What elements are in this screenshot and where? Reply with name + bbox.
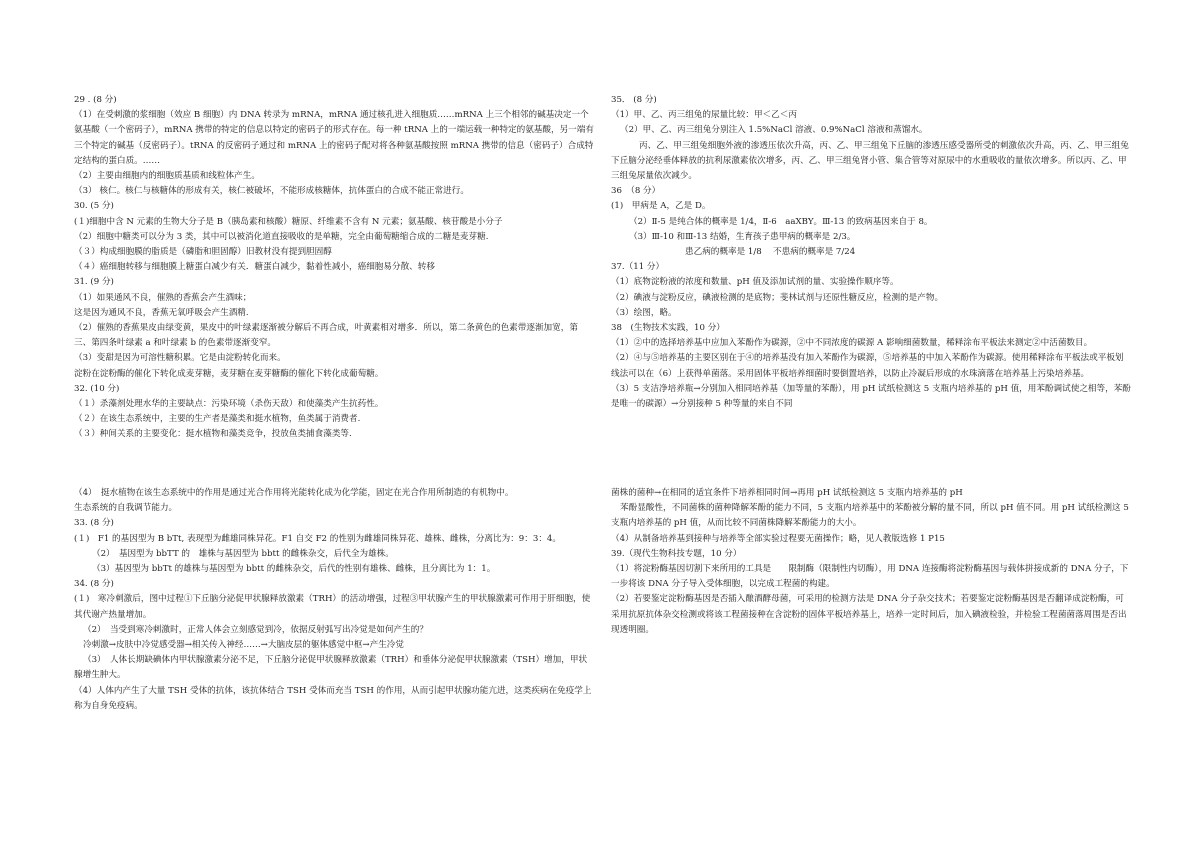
q32-part5: 生态系统的自我调节能力。 xyxy=(74,503,178,514)
q32-part3: （３）种间关系的主要变化：挺水植物和藻类竞争，投放鱼类捕食藻类等. xyxy=(74,429,352,440)
q38-part1: （1）②中的选择培养基中应加入苯酚作为碳源，②中不同浓度的碳源 A 影响细菌数量，稀释涂布平板法来测定②中活菌数目。 xyxy=(611,338,1093,349)
q31-part2: （2）催熟的香蕉果皮由绿变黄，果皮中的叶绿素逐渐被分解后不再合成，叶黄素相对增多．所以，第二条黄色的色素带逐渐加宽，第三、第四条叶绿素 a 和叶绿素 b 的色素带逐渐变窄。 xyxy=(74,323,578,349)
q32-heading: 32. (10 分) xyxy=(74,383,120,394)
q32-part1: （１）杀藻剂处理水华的主要缺点：污染环境（杀伤天敌）和使藻类产生抗药性。 xyxy=(74,399,384,410)
q38-part4: （4）从制备培养基到接种与培养等全部实验过程要无菌操作；略，见人教版选修 1 P15 xyxy=(611,533,945,544)
q33-part3: （3）基因型为 bbTt 的雄株与基因型为 bbtt 的雌株杂交，后代的性别有雄株、雌株，且分离比为 1：1。 xyxy=(92,564,496,575)
answers-29-32 xyxy=(74,93,594,443)
q38-part2: （2）④与⑤培养基的主要区别在于④的培养基没有加入苯酚作为碳源，⑤培养基的中加入苯酚作为碳源。使用稀释涂布平板法或平板划线法可以在（6）上获得单菌落。采用固体平板培养细菌时要倒置培养，以防止冷凝后形成的水珠滴落在培养基上污染培养基。 xyxy=(611,353,1124,379)
q29-part3: （3） 核仁。核仁与核糖体的形成有关，核仁被破坏，不能形成核糖体，抗体蛋白的合成不能正常进行。 xyxy=(74,186,469,197)
q39-part2: （2）若要鉴定淀粉酶基因是否插入酿酒酵母菌，可采用的检测方法是 DNA 分子杂交技术；若要鉴定淀粉酶基因是否翻译成淀粉酶，可采用抗原抗体杂交检测或将该工程菌接种在含淀粉的固体平板培养基上，培养一定时间后，加入碘液检验，并检验工程菌菌落周围是否出现透明圈。 xyxy=(611,594,1127,635)
q36-part3-more: 患乙病的概率是 1/8 不患病的概率是 7/24 xyxy=(685,247,856,258)
q32-part4: （4） 挺水植物在该生态系统中的作用是通过光合作用将光能转化成为化学能，固定在光合作用所制造的有机物中。 xyxy=(74,488,514,498)
q34-heading: 34. (8 分) xyxy=(74,579,114,590)
q35-part1: （1）甲、乙、丙三组兔的尿量比较：甲＜乙＜丙 xyxy=(611,110,797,121)
q35-part2: （2）甲、乙、丙三组兔分别注入 1.5%NaCl 溶液、0.9%NaCl 溶液和蒸馏水。 xyxy=(620,125,928,136)
q30-part2: （2）细胞中糖类可以分为 3 类，其中可以被消化道直接吸收的是单糖，完全由葡萄糖缩合成的二糖是麦芽糖. xyxy=(74,231,489,242)
answers-35-38 xyxy=(611,93,1131,412)
q30-heading: 30. (5 分) xyxy=(74,201,114,212)
answers-38-39 xyxy=(611,486,1131,638)
q35-part2-explain: 丙、乙、甲三组兔细胞外液的渗透压依次升高，丙、乙、甲三组兔下丘脑的渗透压感受器所受的刺激依次升高，丙、乙、甲三组兔下丘脑分泌经垂体释放的抗利尿激素依次增多，丙、乙、甲三组兔肾小管、集合管等对原尿中的水重吸收的量依次增多。所以丙、乙、甲三组兔尿量依次减少。 xyxy=(611,140,1129,182)
q33-part2: （2） 基因型为 bbTT 的 雄株与基因型为 bbtt 的雌株杂交，后代全为雄株。 xyxy=(92,548,394,559)
q31-part3-explain: 淀粉在淀粉酶的催化下转化成麦芽糖，麦芽糖在麦芽糖酶的催化下转化成葡萄糖。 xyxy=(74,368,384,379)
q36-part3: （3）Ⅲ-10 和Ⅲ-13 结婚，生育孩子患甲病的概率是 2/3。 xyxy=(629,231,856,242)
q34-part2-answer: 冷刺激→皮肤中冷觉感受器→相关传入神经……→大脑皮层的躯体感觉中枢→产生冷觉 xyxy=(83,640,404,651)
q37-part2: （2）碘液与淀粉反应，碘液检测的是底物；斐林试剂与还原性糖反应，检测的是产物。 xyxy=(611,292,944,303)
answers-32-34 xyxy=(74,486,594,714)
q38-part3: （3）5 支洁净培养瓶→分别加入相同培养基（加等量的苯酚），用 pH 试纸检测这 5 支瓶内培养基的 pH 值，用苯酚调试使之相等，苯酚是唯一的碳源）→分别接种 5 种等量的来自不同 xyxy=(611,383,1131,410)
q37-heading: 37.（11 分） xyxy=(611,262,665,273)
q37-part3: （3）绘图，略。 xyxy=(611,307,677,318)
q34-part2: （2） 当受到寒冷刺激时，正常人体会立刻感觉到冷，依据反射弧写出冷觉是如何产生的？ xyxy=(83,624,428,635)
q30-part4: （４）癌细胞转移与细胞膜上糖蛋白减少有关．糖蛋白减少，黏着性减小，癌细胞易分散、转移 xyxy=(74,262,435,273)
q38-part3-explain: 苯酚显酸性，不同菌株的菌种降解苯酚的能力不同，5 支瓶内培养基中的苯酚被分解的量不同，所以 pH 值不同。用 pH 试纸检测这 5 支瓶内培养基的 pH 值，从而比较不同菌株降解苯酚能力的大小。 xyxy=(611,503,1129,529)
q39-part1: （1）将淀粉酶基因切割下来所用的工具是 限制酶（限制性内切酶），用 DNA 连接酶将淀粉酶基因与载体拼接成新的 DNA 分子，下一步将该 DNA 分子导入受体细胞，以完成工程菌的构建。 xyxy=(611,564,1129,590)
q30-part1: (１)细胞中含 N 元素的生物大分子是 B（胰岛素和核酸）糖原、纤维素不含有 N 元素；氨基酸、核苷酸是小分子 xyxy=(74,216,503,227)
q33-heading: 33. (8 分) xyxy=(74,518,114,529)
q31-heading: 31. (9 分) xyxy=(74,277,114,288)
q34-part3: （3） 人体长期缺碘体内甲状腺激素分泌不足，下丘脑分泌促甲状腺释放激素（TRH）和垂体分泌促甲状腺激素（TSH）增加，甲状腺增生肿大。 xyxy=(74,655,588,681)
q33-part1: (１) F1 的基因型为 B bTt, 表现型为雌雄同株异花。F1 自交 F2 的性别为雌雄同株异花、雄株、雌株，分离比为：9：3：4。 xyxy=(74,533,561,544)
q36-heading: 36 （8 分） xyxy=(611,186,661,197)
q38-part3-cont: 菌株的菌种→在相同的适宜条件下培养相同时间→再用 pH 试纸检测这 5 支瓶内培养基的 pH xyxy=(611,488,963,498)
q39-heading: 39.（现代生物科技专题，10 分） xyxy=(611,548,742,559)
q29-heading: 29 . (8 分) xyxy=(74,95,117,105)
q36-part2: （2）Ⅱ-5 是纯合体的概率是 1/4，Ⅱ-6 aaXBY。Ⅲ-13 的致病基因来自于 8。 xyxy=(629,216,933,227)
q34-part1: (１) 寒冷刺激后，图中过程①下丘脑分泌促甲状腺释放激素（TRH）的活动增强，过程③甲状腺产生的甲状腺激素可作用于肝细胞，使其代谢产热量增加。 xyxy=(74,594,591,620)
q35-heading: 35． (8 分) xyxy=(611,95,657,105)
q38-heading: 38 (生物技术实践，10 分） xyxy=(611,323,725,334)
q31-part1-explain: 这是因为通风不良，香蕉无氧呼吸会产生酒精. xyxy=(74,307,249,318)
q29-part1: （1）在受刺激的浆细胞（效应 B 细胞）内 DNA 转录为 mRNA，mRNA 通过核孔进入细胞质……mRNA 上三个相邻的碱基决定一个氨基酸（一个密码子），mRNA 携带的特定的信息以特定的密码子的形式存在。每一种 tRNA 上的一端运载一种特定的氨基酸，另一端有三个特定的碱基（反密码子）。tRNA 的反密码子通过和 mRNA 上的密码子配对将各种氨基酸按照 mRNA 携带的信息（密码子）合成特定结构的蛋白质。…… xyxy=(74,110,594,166)
q31-part3: （3）变甜是因为可溶性糖积累。它是由淀粉转化而来。 xyxy=(74,353,286,364)
q31-part1: （1）如果通风不良，催熟的香蕉会产生酒味； xyxy=(74,292,252,303)
q34-part4: （4）人体内产生了大量 TSH 受体的抗体，该抗体结合 TSH 受体而充当 TSH 的作用，从而引起甲状腺功能亢进，这类疾病在免疫学上称为自身免疫病。 xyxy=(74,685,592,711)
q32-part2: （２）在该生态系统中，主要的生产者是藻类和挺水植物，鱼类属于消费者. xyxy=(74,414,361,425)
q37-part1: （1）底物淀粉液的浓度和数量、pH 值及添加试剂的量、实验操作顺序等。 xyxy=(611,277,899,288)
q30-part3: （３）构成细胞膜的脂质是（磷脂和胆固醇）旧教材没有提到胆固醇 xyxy=(74,247,332,258)
q36-part1: (1) 甲病是 A，乙是 D。 xyxy=(611,201,711,212)
q29-part2: （2）主要由细胞内的细胞质基质和线粒体产生。 xyxy=(74,171,260,182)
